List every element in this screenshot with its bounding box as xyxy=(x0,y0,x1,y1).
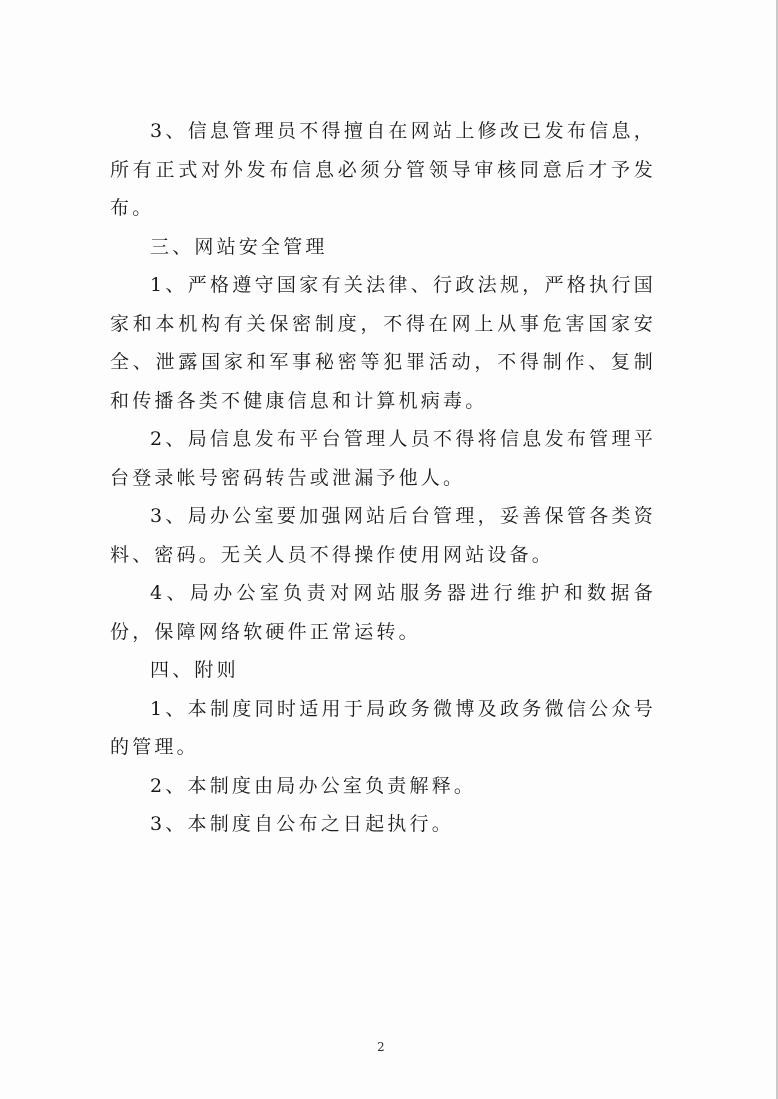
para-info-admin-no-modify: 3、信息管理员不得擅自在网站上修改已发布信息，所有正式对外发布信息必须分管领导审核同意后才予发布。 xyxy=(110,120,656,219)
para-appendix-3: 3、本制度自公布之日起执行。 xyxy=(150,813,454,835)
para-appendix-1: 1、本制度同时适用于局政务微博及政务微信公众号的管理。 xyxy=(110,697,656,758)
para-appendix-2: 2、本制度由局办公室负责解释。 xyxy=(150,774,477,797)
section-heading-security: 三、网站安全管理 xyxy=(150,235,328,258)
para-security-3: 3、局办公室要加强网站后台管理，妥善保管各类资料、密码。无关人员不得操作使用网站设备。 xyxy=(110,505,656,566)
section-heading-appendix: 四、附则 xyxy=(150,659,239,681)
para-security-1: 1、严格遵守国家有关法律、行政法规，严格执行国家和本机构有关保密制度，不得在网上从事危害国家安全、泄露国家和军事秘密等犯罪活动，不得制作、复制和传播各类不健康信息和计算机病毒。 xyxy=(110,274,656,412)
para-security-2: 2、局信息发布平台管理人员不得将信息发布管理平台登录帐号密码转告或泄漏予他人。 xyxy=(110,428,656,489)
document-body xyxy=(110,112,656,844)
para-security-4: 4、局办公室负责对网站服务器进行维护和数据备份，保障网络软硬件正常运转。 xyxy=(110,582,656,643)
page-number: 2 xyxy=(377,1040,385,1054)
